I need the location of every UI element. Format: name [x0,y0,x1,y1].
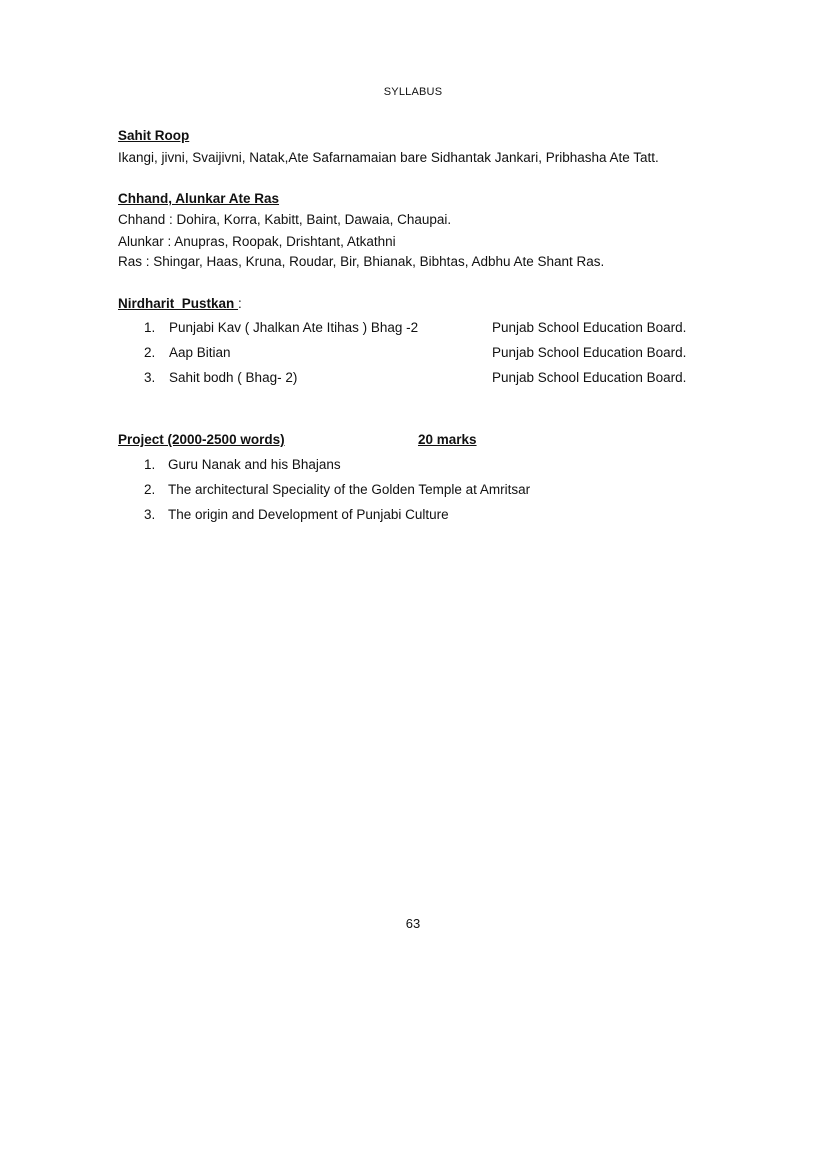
chhand-line: Chhand : Dohira, Korra, Kabitt, Baint, Dawaia, Chaupai. [118,212,452,227]
alunkar-line: Alunkar : Anupras, Roopak, Drishtant, Atkathni [118,234,396,249]
project-topic: The origin and Development of Punjabi Culture [168,507,449,522]
section-heading-chhand: Chhand, Alunkar Ate Ras [118,191,280,206]
section-heading-project: Project (2000-2500 words) [118,432,285,447]
book-title: Aap Bitian [169,345,231,360]
book-num: 3. [144,370,156,385]
project-marks: 20 marks [418,432,477,447]
book-num: 2. [144,345,156,360]
project-topic: Guru Nanak and his Bhajans [168,457,341,472]
section-heading-sahit-roop: Sahit Roop [118,128,190,143]
book-publisher: Punjab School Education Board. [492,320,687,335]
section-heading-pustkan: Nirdharit Pustkan [118,296,239,311]
book-title: Punjabi Kav ( Jhalkan Ate Itihas ) Bhag -2 [169,320,419,335]
sahit-roop-text: Ikangi, jivni, Svaijivni, Natak,Ate Safarnamaian bare Sidhantak Jankari, Pribhasha Ate Tatt. [118,150,659,165]
book-publisher: Punjab School Education Board. [492,370,687,385]
project-num: 1. [144,457,156,472]
page-header: SYLLABUS [383,86,443,98]
book-publisher: Punjab School Education Board. [492,345,687,360]
project-num: 3. [144,507,156,522]
page-number: 63 [405,916,421,931]
book-title: Sahit bodh ( Bhag- 2) [169,370,298,385]
project-topic: The architectural Speciality of the Golden Temple at Amritsar [168,482,531,497]
ras-line: Ras : Shingar, Haas, Kruna, Roudar, Bir, Bhianak, Bibhtas, Adbhu Ate Shant Ras. [118,254,605,269]
project-num: 2. [144,482,156,497]
book-num: 1. [144,320,156,335]
pustkan-colon: : [238,296,242,311]
section-heading-pustkan-wrap [118,296,242,311]
